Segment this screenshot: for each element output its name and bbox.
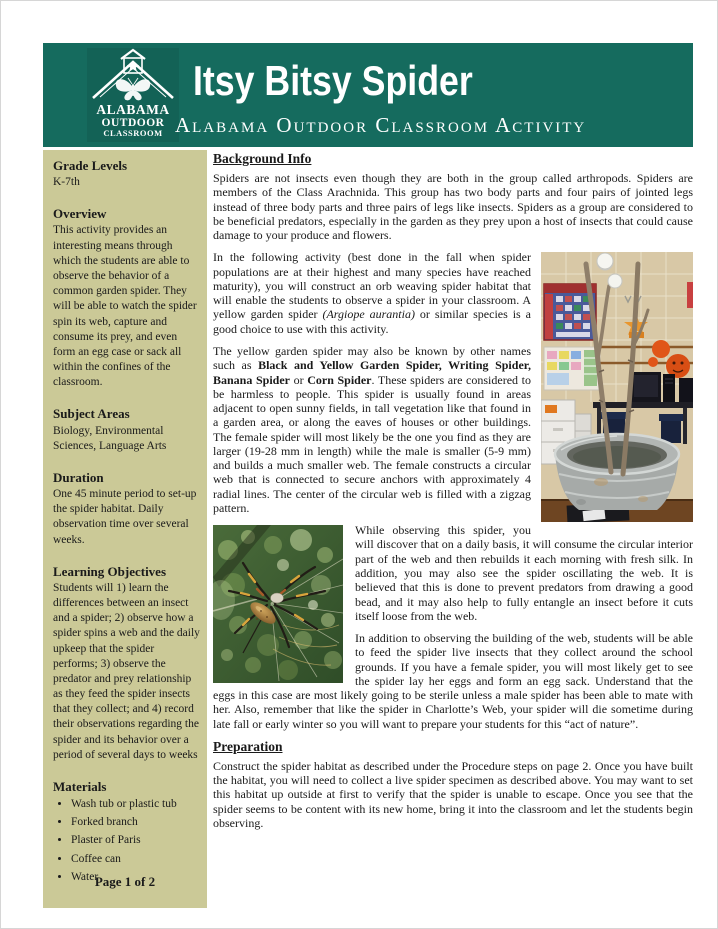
logo-text-1: ALABAMA: [96, 102, 170, 117]
logo-text-3: CLASSROOM: [103, 128, 163, 138]
list-item: • Coffee can: [71, 852, 200, 867]
paragraph: The yellow garden spider may also be known by other names such as Black and Yellow Garden Spider, Writing Spider, Banana Spider or Corn Spider. These spiders are considered to be harmless to people. This spider is usually found in areas adjacent to open sunny fields, in tall vegetation like that found in a garden area, or along the eaves of houses or other buildings. The female spider will most likely be the one you find as they are larger (19-28 mm in length) while the male is smaller (5-9 mm) and builds a much smaller web. The female constructs a circular web that is connected to secure anchors with approximately 4 radial lines. The center of the circular web is filled with a zigzag pattern.: [213, 343, 531, 515]
list-item: • Forked branch: [71, 815, 200, 830]
section-heading: Overview: [53, 206, 107, 222]
section-heading: Subject Areas: [53, 406, 130, 422]
spider-photo: [213, 525, 343, 683]
schoolhouse-butterfly-icon: [87, 48, 179, 142]
section-body: One 45 minute period to set-up the spider habitat. Daily observation time over several weeks.: [53, 488, 197, 546]
section-body: This activity provides an interesting means through which the students are able to observe the behavior of a common garden spider. They will be able to watch the spider spin its web, capture and consume its prey, and even form an egg case or sack all within the confines of the classroom.: [53, 224, 197, 389]
section-body: K-7th: [53, 176, 80, 189]
list-item: • Water: [71, 870, 200, 885]
paragraph: Spiders are not insects even though they are both in the group called arthropods. Spiders are members of the Class Arachnida. This group has two body parts and four pairs of jointed legs instead of three body parts and three pairs of legs like insects. Spiders as a group are considered to be beneficial predators, especially in the garden as they prey upon a host of insects that could cause damage to your produce and flowers.: [213, 171, 693, 243]
page-number: Page 1 of 2: [94, 873, 156, 889]
sidebar-section-learning-objectives: [53, 563, 200, 763]
section-body: Biology, Environmental Sciences, Language Arts: [53, 424, 167, 452]
paragraph: In addition to observing the building of the web, students will be able to feed the spider live insects that they collect around the school grounds. If you have a female spider, you will most likely get to see the spider lay her eggs and form an egg sack. Understand that the eggs in this case are most likely going to be sterile unless a male spider has been able to mate with her. Also, remember that like the spider in Charlotte’s Web, your spider will die sometime during late fall or early winter so you will want to prepare your students for this “act of nature”.: [213, 631, 693, 731]
main-content: [213, 149, 693, 838]
sidebar-section-subject-areas: [53, 405, 200, 454]
bucket-photo: [541, 252, 693, 522]
paragraph: Construct the spider habitat as described under the Procedure steps on page 2. Once you have built the habitat, you will need to collect a live spider specimen as described above. You may want to set this habitat up outside at first to verify that the spider is unable to escape. Once you see that the spider seems to be content with its new home, bring it into the classroom and let the students begin observing.: [213, 758, 693, 831]
section-heading: Grade Levels: [53, 158, 128, 173]
sidebar-section-materials: [53, 778, 200, 885]
list-item: • Plaster of Paris: [71, 833, 200, 848]
sidebar-section-overview: [53, 205, 200, 390]
paragraph: While observing this spider, you will discover that on a daily basis, it will consume the circular interior part of the web and then rebuilds it each morning with fresh silk. In addition, you may also see the spider oscillating the web. It is believed that this is done to prevent predators from drawing a good bead, and it may also help to fully entangle an insect before it cuts itself loose from the web.: [355, 523, 693, 623]
paragraph: In the following activity (best done in the fall when spider populations are at their highest and many species have reached maturity), you will construct an orb weaving spider habitat that will enable the students to observe a spider in your classroom. A yellow garden spider (Argiope aurantia) or similar species is a good choice to use with this activity.: [213, 250, 531, 336]
page-subtitle: Alabama Outdoor Classroom Activity: [175, 113, 587, 137]
sidebar-section-grade-levels: [53, 157, 200, 190]
materials-list: [57, 797, 200, 885]
section-heading: Materials: [53, 778, 107, 794]
sidebar-section-duration: [53, 469, 200, 548]
section-heading: Learning Objectives: [53, 563, 167, 579]
page-title: Itsy Bitsy Spider: [193, 57, 473, 104]
heading-preparation: Preparation: [213, 738, 283, 754]
section-heading: Duration: [53, 469, 104, 485]
logo-text-2: OUTDOOR: [101, 117, 165, 129]
butterfly-icon: [116, 78, 151, 100]
section-body: Students will 1) learn the differences between an insect and a spider; 2) observe how a spider spins a web and the daily upkeep that the spider performs; 3) observe the predator and prey relationship as they feed the spider insects that they collect; and 4) record their observations regarding the spider and its behavior over a period of several days to weeks: [53, 581, 200, 761]
heading-background-info: Background Info: [213, 151, 312, 166]
header-band: [43, 43, 693, 147]
logo: [87, 48, 179, 142]
sidebar: [43, 150, 207, 908]
list-item: • Wash tub or plastic tub: [71, 797, 200, 812]
